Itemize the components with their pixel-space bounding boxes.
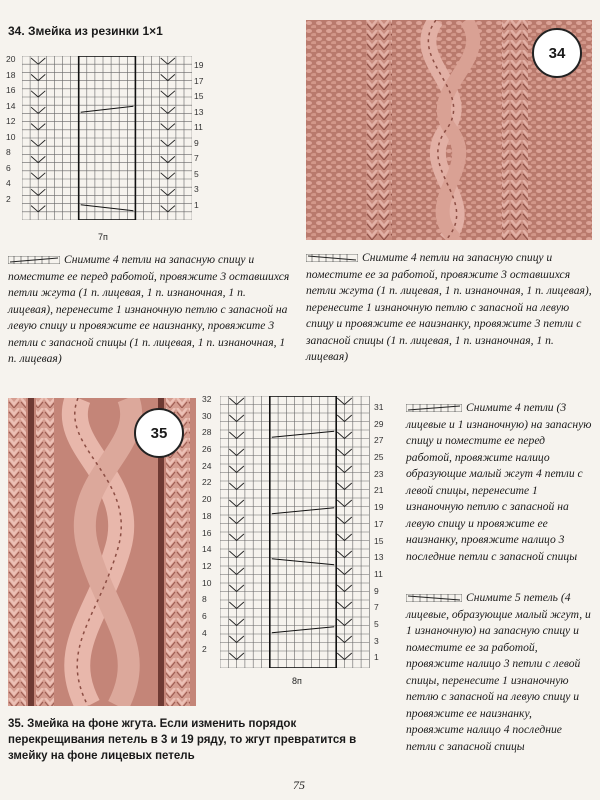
cable-back-symbol-icon (406, 594, 462, 602)
chart-34 (6, 54, 216, 254)
cable-back-symbol-icon (306, 254, 358, 262)
chart-35-grid (220, 396, 370, 668)
chart-34-right-numbers: 19 17 15 13 11 9 7 5 3 1 (194, 60, 204, 210)
chart-34-left-numbers: 20 18 16 14 12 10 8 6 4 2 (6, 54, 16, 204)
chart-35-width-label: 8п (292, 676, 302, 686)
instruction-34-back: Снимите 4 петли на запасную спицу и поместите ее за работой, провяжите 3 оставшихся петли жгута (1 п. лицевая, 1 п. изнаночная, 1 п. лицевая), перенесите 1 изнаночную петлю с запасной на левую спицу и провяжите ее наизнанку, провяжите 3 петли с запасной спицы (1 п. лицевая, 1 п. изнаночная, 1 п. лицевая) (306, 251, 592, 363)
chart-35-left-numbers: 32 30 28 26 24 22 20 18 16 14 12 10 8 6 4 2 (202, 394, 212, 655)
cable-front-symbol-icon (406, 404, 462, 412)
cable-front-symbol-icon (8, 256, 60, 264)
instruction-35-front: Снимите 4 петли (3 лицевые и 1 изнаночную) на запасную спицу и поместите ее перед работой, провяжите налицо образующие малый жгут 4 петли с левой спицы, перенесите 1 изнаночную петлю с запасной на левую спицу и провяжите ее наизнанку, провяжите налицо 3 последние петли с запасной спицы (406, 401, 592, 563)
instruction-34-front: Снимите 4 петли на запасную спицу и поместите ее перед работой, провяжите 3 оставшихся петли жгута (1 п. лицевая, 1 п. изнаночная, 1 п. лицевая), перенесите 1 изнаночную петлю с запасной на левую спицу и провяжите ее наизнанку, провяжите 3 петли с запасной спицы (1 п. лицевая, 1 п. изнаночная, 1 п. лицевая) (8, 253, 290, 365)
page-number: 75 (293, 778, 305, 792)
photo-35-badge: 35 (134, 408, 184, 458)
chart-34-width-label: 7п (98, 232, 108, 242)
chart-35 (200, 394, 400, 704)
photo-34 (306, 20, 592, 240)
chart-34-grid (22, 56, 192, 220)
section-35-caption: 35. Змейка на фоне жгута. Если изменить порядок перекрещивания петель в 3 и 19 ряду, то жгут превратится в змейку на фоне лицевых петель (8, 718, 357, 762)
section-34-title: 34. Змейка из резинки 1×1 (8, 24, 163, 38)
photo-35 (8, 398, 196, 706)
chart-35-right-numbers: 31 29 27 25 23 21 19 17 15 13 11 9 7 5 3 1 (374, 402, 384, 663)
photo-34-badge: 34 (532, 28, 582, 78)
instruction-35-back: Снимите 5 петель (4 лицевые, образующие малый жгут, и 1 изнаночную) на запасную спицу и поместите ее за работой, провяжите налицо 3 петли с левой спицы, перенесите 1 изнаночную петлю с запасной на левую спицу и провяжите ее наизнанку, провяжите налицо 4 последние петли с запасной спицы (406, 591, 591, 753)
